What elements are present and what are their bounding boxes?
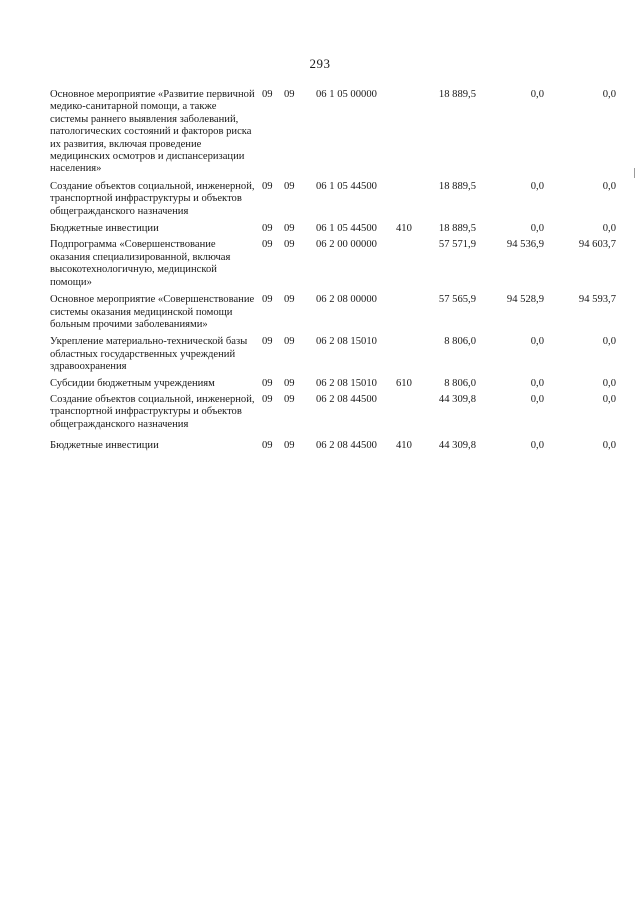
row-name: Создание объектов социальной, инженерной, транспортной инфраструктуры и объектов общегражданского назначения	[50, 393, 255, 430]
row-name: Основное мероприятие «Развитие первичной медико-санитарной помощи, а также системы раннего выявления заболеваний, патологических состояний и факторов риска их развития, включая проведение медицинских осмотров и диспансеризации населения»	[50, 89, 255, 175]
row-name: Субсидии бюджетным учреждениям	[50, 377, 215, 389]
row-value-year1: 18 889,5	[438, 89, 476, 100]
table-row	[50, 440, 616, 452]
row-subsection: 09	[284, 180, 295, 192]
row-value-year1: 8 806,0	[444, 377, 476, 389]
row-value-year2: 0,0	[530, 377, 544, 389]
scan-edge-mark	[634, 168, 637, 178]
row-value-year1: 57 565,9	[438, 294, 476, 306]
table-row	[50, 223, 616, 235]
row-value-year2: 0,0	[530, 440, 544, 452]
row-value-year3: 94 603,7	[578, 239, 616, 251]
row-value-year2: 0,0	[530, 223, 544, 235]
budget-table	[50, 89, 616, 453]
row-section: 09	[262, 223, 273, 235]
row-value-year3: 0,0	[602, 393, 616, 405]
row-subsection: 09	[284, 89, 295, 100]
row-subsection: 09	[284, 239, 295, 251]
page-number: 293	[309, 56, 331, 71]
table-row	[50, 336, 616, 373]
row-target-code: 06 2 08 44500	[316, 440, 377, 452]
row-section: 09	[262, 377, 273, 389]
row-value-year2: 94 536,9	[506, 239, 544, 251]
row-section: 09	[262, 89, 273, 100]
row-subsection: 09	[284, 377, 295, 389]
row-name: Бюджетные инвестиции	[50, 223, 159, 235]
row-subsection: 09	[284, 393, 295, 405]
row-name: Подпрограмма «Совершенствование оказания специализированной, включая высокотехнологичную, медицинской помощи»	[50, 239, 231, 288]
row-value-year3: 0,0	[602, 377, 616, 389]
row-value-year1: 44 309,8	[438, 440, 476, 452]
row-value-year3: 0,0	[602, 180, 616, 192]
row-section: 09	[262, 180, 273, 192]
row-value-year3: 94 593,7	[578, 294, 616, 306]
row-value-year3: 0,0	[602, 440, 616, 452]
row-value-year3: 0,0	[602, 336, 616, 348]
row-value-year2: 0,0	[530, 393, 544, 405]
row-target-code: 06 2 08 44500	[316, 393, 377, 405]
row-name: Основное мероприятие «Совершенствование системы оказания медицинской помощи больным прочими заболеваниями»	[50, 294, 255, 330]
row-value-year2: 0,0	[530, 89, 544, 100]
row-value-year2: 0,0	[530, 180, 544, 192]
table-row	[50, 377, 616, 390]
row-expense-type: 410	[396, 223, 412, 235]
row-value-year3: 0,0	[602, 89, 616, 100]
row-expense-type: 410	[396, 440, 412, 452]
table-row	[50, 393, 616, 431]
row-target-code: 06 2 08 15010	[316, 336, 377, 348]
table-row	[50, 294, 616, 331]
table-row	[50, 89, 616, 176]
row-value-year3: 0,0	[602, 223, 616, 235]
row-subsection: 09	[284, 336, 295, 348]
row-expense-type: 610	[396, 377, 412, 389]
row-section: 09	[262, 440, 273, 452]
row-subsection: 09	[284, 440, 295, 452]
row-subsection: 09	[284, 294, 295, 306]
row-value-year2: 0,0	[530, 336, 544, 348]
row-target-code: 06 1 05 44500	[316, 180, 377, 192]
row-value-year1: 44 309,8	[438, 393, 476, 405]
row-name: Укрепление материально-технической базы областных государственных учреждений здравоохранения	[50, 336, 248, 373]
row-value-year1: 57 571,9	[438, 239, 476, 251]
row-value-year1: 18 889,5	[438, 180, 476, 192]
table-row	[50, 180, 616, 218]
row-target-code: 06 1 05 00000	[316, 89, 377, 100]
row-value-year1: 18 889,5	[438, 223, 476, 235]
row-section: 09	[262, 294, 273, 306]
row-subsection: 09	[284, 223, 295, 235]
row-target-code: 06 2 00 00000	[316, 239, 377, 251]
row-target-code: 06 2 08 00000	[316, 294, 377, 306]
row-name: Бюджетные инвестиции	[50, 440, 159, 452]
row-section: 09	[262, 239, 273, 251]
row-section: 09	[262, 393, 273, 405]
row-target-code: 06 1 05 44500	[316, 223, 377, 235]
row-value-year1: 8 806,0	[444, 336, 476, 348]
table-row	[50, 239, 616, 289]
row-value-year2: 94 528,9	[506, 294, 544, 306]
row-section: 09	[262, 336, 273, 348]
row-target-code: 06 2 08 15010	[316, 377, 377, 389]
row-name: Создание объектов социальной, инженерной, транспортной инфраструктуры и объектов общегражданского назначения	[50, 180, 255, 217]
